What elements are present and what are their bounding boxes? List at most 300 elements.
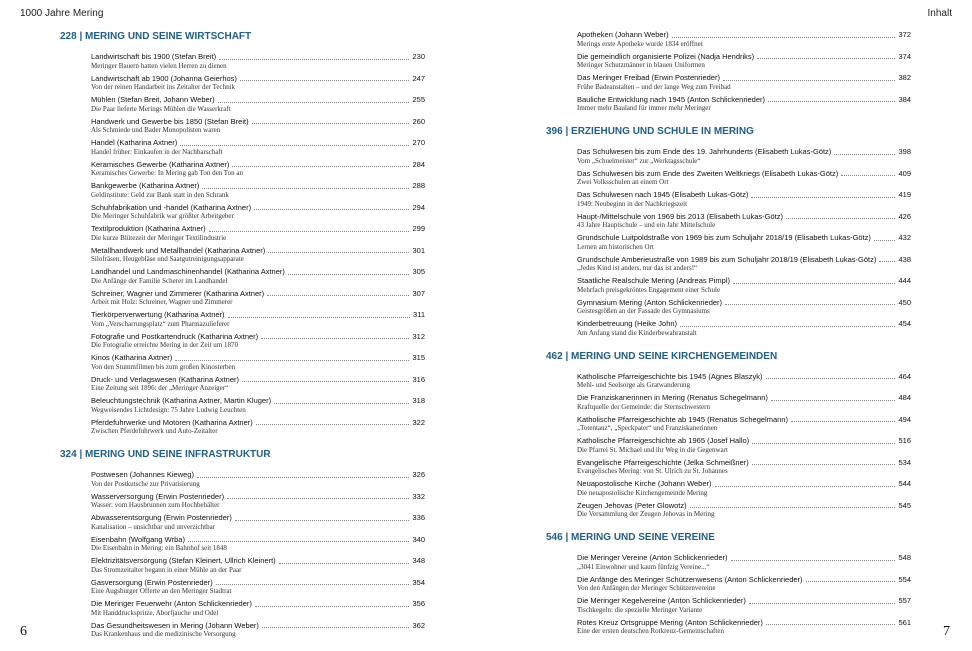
dot-leader (757, 58, 895, 59)
toc-entry-line (91, 160, 425, 170)
dot-leader (771, 400, 896, 401)
toc-entry-line (91, 353, 425, 363)
entry-title: Druck- und Verlagswesen (Katharina Axtner) (91, 374, 239, 384)
section-title: 462 | MERING UND SEINE KIRCHENGEMEINDEN (546, 350, 778, 362)
toc-entry (91, 599, 425, 618)
entry-subtitle: „Totentanz“, „Speckpater“ und Franziskanerinnen (577, 424, 718, 432)
entry-page-number: 554 (898, 574, 911, 584)
entry-title: Postwesen (Johannes Kieweg) (91, 470, 194, 479)
entry-page-number: 316 (412, 374, 425, 384)
entry-subtitle: Eine der ersten deutschen Rotkreuz-Gemeinschaften (577, 627, 724, 635)
entry-title: Elektrizitätsversorgung (Stefan Kleinert, Ullrich Kleinert) (91, 556, 276, 565)
toc-entry (577, 255, 911, 274)
toc-section (546, 531, 911, 636)
entry-page-number: 312 (412, 331, 425, 341)
toc-entry (577, 553, 911, 572)
dot-leader (254, 209, 409, 210)
toc-entry-line (91, 246, 425, 256)
dot-leader (786, 218, 896, 219)
entry-subtitle: Die Pfarrei St. Michael und ihr Weg in die Gegenwart (577, 445, 728, 454)
dot-leader (751, 197, 895, 198)
entry-title: Schuhfabrikation und -handel (Katharina Axtner) (91, 202, 252, 212)
toc-entry (91, 492, 425, 511)
dot-leader (806, 581, 896, 582)
toc-entry (91, 621, 425, 640)
toc-entry-line (577, 169, 911, 179)
entry-title: Haupt-/Mittelschule von 1969 bis 2013 (Elisabeth Lukas-Götz) (577, 211, 783, 221)
toc-section (60, 30, 425, 436)
toc-section (60, 448, 425, 639)
toc-entry-line (577, 596, 911, 606)
entry-title: Katholische Pfarreigeschichte bis 1945 (Agnes Blaszyk) (577, 371, 763, 381)
entry-title: Grundschule Luitpoldstraße von 1969 bis zum Schuljahr 2018/19 (Elisabeth Lukas-Götz) (577, 233, 871, 242)
entry-subtitle: Zwischen Pferdefuhrwerk und Auto-Zeitalter (91, 427, 218, 435)
dot-leader (768, 101, 895, 102)
entry-title: Landwirtschaft bis 1900 (Stefan Breit) (91, 52, 217, 61)
toc-entry (577, 169, 911, 188)
entry-title: Grundschule Amberieustraße von 1989 bis zum Schuljahr 2018/19 (Elisabeth Lukas-Götz) (577, 254, 877, 264)
entry-subtitle: Merings erste Apotheke wurde 1834 eröffnet (577, 39, 703, 48)
dot-leader (723, 80, 896, 81)
dot-leader (731, 560, 896, 561)
toc-entry-line (577, 553, 911, 563)
entry-title: Staatliche Realschule Mering (Andreas Pimpl) (577, 276, 730, 285)
toc-entry-line (577, 372, 911, 382)
entry-title: Die Meringer Feuerwehr (Anton Schlickenrieder) (91, 599, 252, 608)
dot-leader (672, 37, 896, 38)
entry-page-number: 260 (412, 116, 425, 126)
section-title: 228 | MERING UND SEINE WIRTSCHAFT (60, 31, 252, 42)
entry-title: Textilproduktion (Katharina Axtner) (91, 224, 206, 233)
entry-page-number: 484 (898, 393, 911, 402)
entry-page-number: 438 (898, 254, 911, 264)
entry-subtitle: Geldinstitute: Geld zur Bank statt in den Schrank (91, 190, 229, 199)
toc-entry-line (91, 310, 425, 320)
toc-entry-line (577, 52, 911, 62)
entry-subtitle: Die Versammlung der Zeugen Jehovas in Mering (577, 510, 715, 518)
dot-leader (749, 603, 896, 604)
entry-subtitle: Mehrfach preisgekröntes Engagement einer Schule (577, 285, 721, 294)
entry-page-number: 426 (898, 211, 911, 221)
entry-subtitle: Vom „Verscharrungsplatz“ zum Pharmazulieferer (91, 319, 230, 328)
toc-entry (91, 513, 425, 532)
toc-entry (91, 181, 425, 200)
entry-page-number: 557 (898, 596, 911, 605)
toc-entry-line (577, 575, 911, 585)
toc-entry-line (91, 332, 425, 342)
dot-leader (232, 166, 409, 167)
entry-page-number: 288 (412, 181, 425, 190)
toc-entry (91, 117, 425, 136)
dot-leader (288, 274, 410, 275)
entry-title: Schreiner, Wagner und Zimmerer (Katharina Axtner) (91, 288, 265, 298)
toc-entry-line (577, 190, 911, 200)
entry-page-number: 255 (412, 95, 425, 104)
entry-page-number: 362 (412, 620, 425, 630)
toc-entry (577, 596, 911, 615)
toc-entry (91, 95, 425, 114)
toc-entry (577, 233, 911, 252)
entry-subtitle: 43 Jahre Hauptschule – und ein Jahr Mittelschule (577, 221, 716, 229)
entry-subtitle: Das Krankenhaus und die medizinische Versorgung (91, 630, 236, 638)
toc-entry-line (91, 513, 425, 523)
entry-subtitle: Meringer Bauern hatten vielen Herren zu dienen (91, 61, 227, 70)
toc-entry (577, 52, 911, 71)
toc-section (546, 30, 911, 113)
dot-leader (227, 498, 409, 499)
toc-entry (91, 418, 425, 437)
toc-entry (577, 618, 911, 637)
entry-page-number: 305 (412, 267, 425, 276)
toc-entry (577, 436, 911, 455)
entry-subtitle: Vom „Schuelmeister“ zur „Werktagsschule“ (577, 156, 701, 165)
toc-section (546, 350, 911, 520)
entry-subtitle: Keramisches Gewerbe: In Mering gab Ton den Ton an (91, 169, 243, 177)
toc-entry-line (91, 470, 425, 480)
toc-entry (91, 52, 425, 71)
toc-entry (577, 190, 911, 209)
entry-title: Die Meringer Vereine (Anton Schlickenrieder) (577, 553, 728, 562)
dot-leader (791, 421, 896, 422)
toc-entry (577, 212, 911, 231)
entry-title: Kinderbetreuung (Heike John) (577, 319, 678, 328)
toc-entry-line (577, 73, 911, 83)
entry-title: Das Gesundheitswesen in Mering (Johann Weber) (91, 620, 259, 630)
dot-leader (841, 175, 895, 176)
entry-subtitle: Von den Stummfilmen bis zum großen Kinosterben (91, 362, 236, 371)
toc-entry (577, 501, 911, 520)
toc-entry (91, 74, 425, 93)
toc-entry-line (91, 418, 425, 428)
dot-leader (261, 338, 409, 339)
toc-entry-line (577, 30, 911, 40)
toc-entry (577, 298, 911, 317)
dot-leader (766, 624, 896, 625)
entry-page-number: 284 (412, 159, 425, 169)
entry-subtitle: Kraftquelle der Gemeinde: die Sternschwestern (577, 402, 710, 411)
entry-subtitle: Handel früher: Einkaufen in der Nachbarschaft (91, 147, 223, 156)
toc-entry (91, 310, 425, 329)
entry-title: Evangelische Pfarreigeschichte (Jelka Schmeißner) (577, 457, 749, 467)
dot-leader (218, 102, 410, 103)
entry-subtitle: Frühe Badeanstalten – und der lange Weg zum Freibad (577, 82, 731, 91)
toc-entry-line (577, 298, 911, 308)
entry-page-number: 230 (412, 52, 425, 61)
toc-entry (577, 458, 911, 477)
entry-page-number: 318 (412, 396, 425, 405)
entry-page-number: 516 (898, 436, 911, 445)
toc-entry-line (577, 95, 911, 105)
toc-entry (91, 332, 425, 351)
toc-section (546, 125, 911, 338)
dot-leader (879, 261, 895, 262)
toc-entry-line (577, 276, 911, 286)
entry-page-number: 299 (412, 224, 425, 233)
dot-leader (279, 563, 410, 564)
entry-subtitle: „3041 Einwohner und kaum fünfzig Vereine...“ (577, 562, 710, 571)
dot-leader (202, 188, 409, 189)
entry-page-number: 545 (898, 500, 911, 510)
page-number-left: 6 (20, 624, 27, 639)
entry-subtitle: Die Fotografie erreichte Mering in der Zeit um 1870 (91, 341, 238, 349)
toc-entry-line (91, 556, 425, 566)
entry-page-number: 326 (412, 470, 425, 479)
entry-page-number: 384 (898, 94, 911, 104)
toc-entry-line (577, 393, 911, 403)
toc-entry (577, 415, 911, 434)
toc-entry (91, 267, 425, 286)
entry-subtitle: Von der reinen Handarbeit ins Zeitalter der Technik (91, 83, 236, 91)
entry-title: Bauliche Entwicklung nach 1945 (Anton Schlickenrieder) (577, 94, 766, 104)
dot-leader (255, 606, 410, 607)
entry-page-number: 332 (412, 491, 425, 501)
entry-title: Beleuchtungstechnik (Katharina Axtner, Martin Kluger) (91, 396, 272, 405)
toc-entry-line (91, 578, 425, 588)
toc-entry-line (91, 535, 425, 545)
entry-page-number: 398 (898, 147, 911, 156)
entry-subtitle: Evangelisches Mering: von St. Ulrich zu St. Johannes (577, 467, 728, 475)
toc-entry-line (577, 436, 911, 446)
entry-page-number: 544 (898, 479, 911, 488)
entry-subtitle: Die Eisenbahn in Mering: ein Bahnhof seit 1848 (91, 544, 227, 552)
entry-subtitle: Von der Postkutsche zur Privatisierung (91, 479, 200, 488)
dot-leader (235, 520, 410, 521)
dot-leader (252, 123, 410, 124)
entry-page-number: 534 (898, 457, 911, 467)
entry-subtitle: Geistesgrößen an der Fassade des Gymnasiums (577, 307, 710, 315)
toc-entry (91, 470, 425, 489)
toc-entry (577, 147, 911, 166)
dot-leader (256, 424, 410, 425)
dot-leader (766, 378, 896, 379)
section-title: 546 | MERING UND SEINE VEREINE (546, 532, 715, 543)
entry-subtitle: Als Schmiede und Bader Monopolisten waren (91, 126, 221, 134)
entry-page-number: 294 (412, 202, 425, 212)
entry-subtitle: Eine Zeitung seit 1896: der „Meringer Anzeiger“ (91, 384, 229, 392)
entry-subtitle: Die Meringer Schuhfabrik war größter Arbeitgeber (91, 212, 234, 220)
toc-entry (91, 160, 425, 179)
dot-leader (267, 295, 409, 296)
entry-subtitle: Lernen am historischen Ort (577, 242, 654, 251)
toc-entry-line (577, 212, 911, 222)
entry-title: Das Meringer Freibad (Erwin Postenrieder) (577, 73, 720, 82)
dot-leader (680, 326, 895, 327)
dot-leader (874, 240, 896, 241)
entry-page-number: 270 (412, 138, 425, 147)
entry-page-number: 311 (413, 310, 425, 319)
toc-entry-line (577, 319, 911, 329)
entry-subtitle: Die neuapostolische Kirchengemeinde Mering (577, 488, 708, 497)
entry-subtitle: Mit Handdruckspritze, Aborfjauche und Odel (91, 608, 219, 617)
entry-page-number: 301 (412, 245, 425, 255)
dot-leader (725, 304, 895, 305)
entry-subtitle: Kanalisation – unsichtbar und unverzichtbar (91, 522, 216, 531)
entry-subtitle: Von den Anfängen der Meringer Schützenvereine (577, 584, 716, 592)
toc-entry (577, 479, 911, 498)
entry-title: Die Meringer Kegelvereine (Anton Schlickenrieder) (577, 596, 746, 605)
entry-subtitle: Arbeit mit Holz: Schreiner, Wagner und Zimmerer (91, 298, 233, 306)
toc-entry (91, 138, 425, 157)
toc-entry (91, 203, 425, 222)
toc-entry-line (577, 255, 911, 265)
entry-subtitle: Am Anfang stand die Kinderbewahranstalt (577, 328, 697, 337)
toc-entry-line (577, 501, 911, 511)
toc-entry (577, 276, 911, 295)
entry-subtitle: Wasser: vom Hausbrunnen zum Hochbehälter (91, 501, 220, 509)
entry-page-number: 315 (412, 353, 425, 362)
toc-entry-line (91, 267, 425, 277)
toc-entry (577, 319, 911, 338)
dot-leader (242, 381, 409, 382)
toc-entry (91, 353, 425, 372)
toc-entry-line (91, 289, 425, 299)
entry-subtitle: Wegweisendes Lichtdesign: 75 Jahre Ludwig Leuchten (91, 405, 246, 414)
toc-entry (91, 556, 425, 575)
entry-page-number: 464 (898, 371, 911, 381)
running-header-left: 1000 Jahre Mering (20, 8, 104, 19)
toc-entry-line (91, 117, 425, 127)
entry-title: Das Schulwesen bis zum Ende des 19. Jahrhunderts (Elisabeth Lukas-Götz) (577, 147, 832, 156)
entry-title: Gasversorgung (Erwin Postenrieder) (91, 577, 213, 587)
entry-page-number: 548 (898, 553, 911, 562)
entry-subtitle: Eine Augsburger Offerte an den Meringer Stadtrat (91, 587, 232, 595)
toc-entry-line (91, 181, 425, 191)
entry-subtitle: Die Paar lieferte Merings Mühlen die Wasserkraft (91, 104, 231, 113)
entry-page-number: 561 (898, 617, 911, 627)
toc-column-left (60, 30, 425, 651)
entry-page-number: 432 (898, 233, 911, 242)
toc-entry (577, 575, 911, 594)
toc-entry (91, 289, 425, 308)
entry-subtitle: Die kurze Blütezeit der Meringer Textilindustrie (91, 233, 227, 242)
entry-page-number: 374 (898, 51, 911, 61)
toc-column-right (546, 30, 911, 648)
toc-entry (91, 224, 425, 243)
entry-title: Eisenbahn (Wolfgang Wrba) (91, 534, 185, 544)
dot-leader (268, 252, 409, 253)
toc-entry (91, 578, 425, 597)
dot-leader (834, 154, 895, 155)
entry-subtitle: Immer mehr Bauland für immer mehr Meringer (577, 104, 711, 112)
dot-leader (209, 231, 410, 232)
entry-title: Das Schulwesen nach 1945 (Elisabeth Lukas-Götz) (577, 190, 749, 199)
toc-entry-line (91, 203, 425, 213)
entry-title: Mühlen (Stefan Breit, Johann Weber) (91, 95, 215, 104)
entry-title: Wasserversorgung (Erwin Postenrieder) (91, 491, 225, 501)
entry-page-number: 322 (412, 417, 425, 427)
toc-entry-line (91, 95, 425, 105)
toc-entry-line (91, 396, 425, 406)
toc-entry-line (577, 147, 911, 157)
entry-title: Tierkörperverwertung (Katharina Axtner) (91, 310, 225, 319)
toc-entry (91, 535, 425, 554)
entry-page-number: 382 (898, 73, 911, 82)
section-title: 396 | ERZIEHUNG UND SCHULE IN MERING (546, 126, 754, 137)
toc-entry-line (577, 479, 911, 489)
dot-leader (240, 80, 410, 81)
dot-leader (274, 403, 409, 404)
section-title: 324 | MERING UND SEINE INFRASTRUKTUR (60, 449, 271, 460)
entry-subtitle: Das Stromzeitalter begann in einer Mühle an der Paar (91, 565, 242, 574)
entry-title: Landhandel und Landmaschinenhandel (Katharina Axtner) (91, 267, 285, 276)
entry-page-number: 354 (412, 577, 425, 587)
entry-title: Rotes Kreuz Ortsgruppe Mering (Anton Schlickenrieder) (577, 617, 763, 627)
entry-page-number: 340 (412, 534, 425, 544)
entry-title: Kinos (Katharina Axtner) (91, 353, 173, 362)
toc-entry-line (91, 599, 425, 609)
toc-entry-line (577, 458, 911, 468)
toc-entry (91, 246, 425, 265)
entry-page-number: 444 (898, 276, 911, 285)
entry-page-number: 454 (898, 319, 911, 328)
entry-page-number: 372 (898, 30, 911, 39)
entry-page-number: 247 (412, 73, 425, 83)
dot-leader (188, 541, 410, 542)
entry-title: Landwirtschaft ab 1900 (Johanna Geierhos) (91, 73, 237, 83)
entry-subtitle: Die Anfänge der Familie Scherer im Landhandel (91, 276, 228, 285)
dot-leader (216, 584, 410, 585)
toc-entry-line (577, 415, 911, 425)
running-header-right: Inhalt (927, 8, 952, 19)
entry-subtitle: Tischkegeln: die spezielle Meringer Variante (577, 605, 703, 614)
entry-title: Die Anfänge des Meringer Schützenwesens (Anton Schlickenrieder) (577, 574, 803, 584)
toc-entry-line (91, 224, 425, 234)
toc-entry (577, 393, 911, 412)
dot-leader (715, 486, 896, 487)
entry-title: Fotografie und Postkartendruck (Katharina Axtner) (91, 331, 259, 341)
entry-title: Katholische Pfarreigeschichte ab 1965 (Josef Hallo) (577, 436, 750, 445)
dot-leader (219, 59, 409, 60)
entry-page-number: 336 (412, 513, 425, 522)
toc-entry-line (91, 52, 425, 62)
entry-page-number: 307 (412, 288, 425, 298)
entry-title: Abwasserentsorgung (Erwin Postenrieder) (91, 513, 232, 522)
entry-title: Gymnasium Mering (Anton Schlickenrieder) (577, 297, 723, 307)
entry-title: Metallhandwerk und Metallhandel (Katharina Axtner) (91, 245, 266, 255)
entry-title: Neuapostolische Kirche (Johann Weber) (577, 479, 712, 488)
dot-leader (180, 145, 409, 146)
toc-entry-line (91, 74, 425, 84)
toc-entry-line (577, 618, 911, 628)
dot-leader (262, 627, 410, 628)
toc-entry-line (91, 492, 425, 502)
entry-page-number: 450 (898, 297, 911, 307)
dot-leader (175, 360, 409, 361)
toc-entry-line (91, 375, 425, 385)
toc-entry (91, 396, 425, 415)
entry-subtitle: Meringer Schutzmänner in blauen Uniformen (577, 61, 705, 69)
entry-page-number: 494 (898, 414, 911, 424)
entry-subtitle: „Jedes Kind ist anders, nur das ist anders!“ (577, 264, 698, 272)
entry-page-number: 419 (898, 190, 911, 199)
entry-page-number: 356 (412, 599, 425, 608)
dot-leader (690, 507, 896, 508)
entry-title: Apotheken (Johann Weber) (577, 30, 669, 39)
entry-title: Die Franziskanerinnen in Mering (Renatus Schegelmann) (577, 393, 768, 402)
toc-entry-line (91, 138, 425, 148)
entry-subtitle: Silofräsen, Heugebläse und Saatgutreinigungsapparate (91, 255, 244, 263)
entry-page-number: 348 (412, 556, 425, 565)
entry-subtitle: Mehl- und Seelsorge als Gratwanderung (577, 381, 691, 389)
toc-entry (577, 30, 911, 49)
dot-leader (752, 443, 895, 444)
toc-entry (577, 73, 911, 92)
entry-title: Keramisches Gewerbe (Katharina Axtner) (91, 159, 230, 169)
dot-leader (733, 283, 895, 284)
entry-title: Zeugen Jehovas (Peter Glowotz) (577, 500, 687, 510)
entry-title: Katholische Pfarreigeschichte ab 1945 (Renatus Schegelmann) (577, 414, 788, 424)
toc-entry-line (577, 233, 911, 243)
